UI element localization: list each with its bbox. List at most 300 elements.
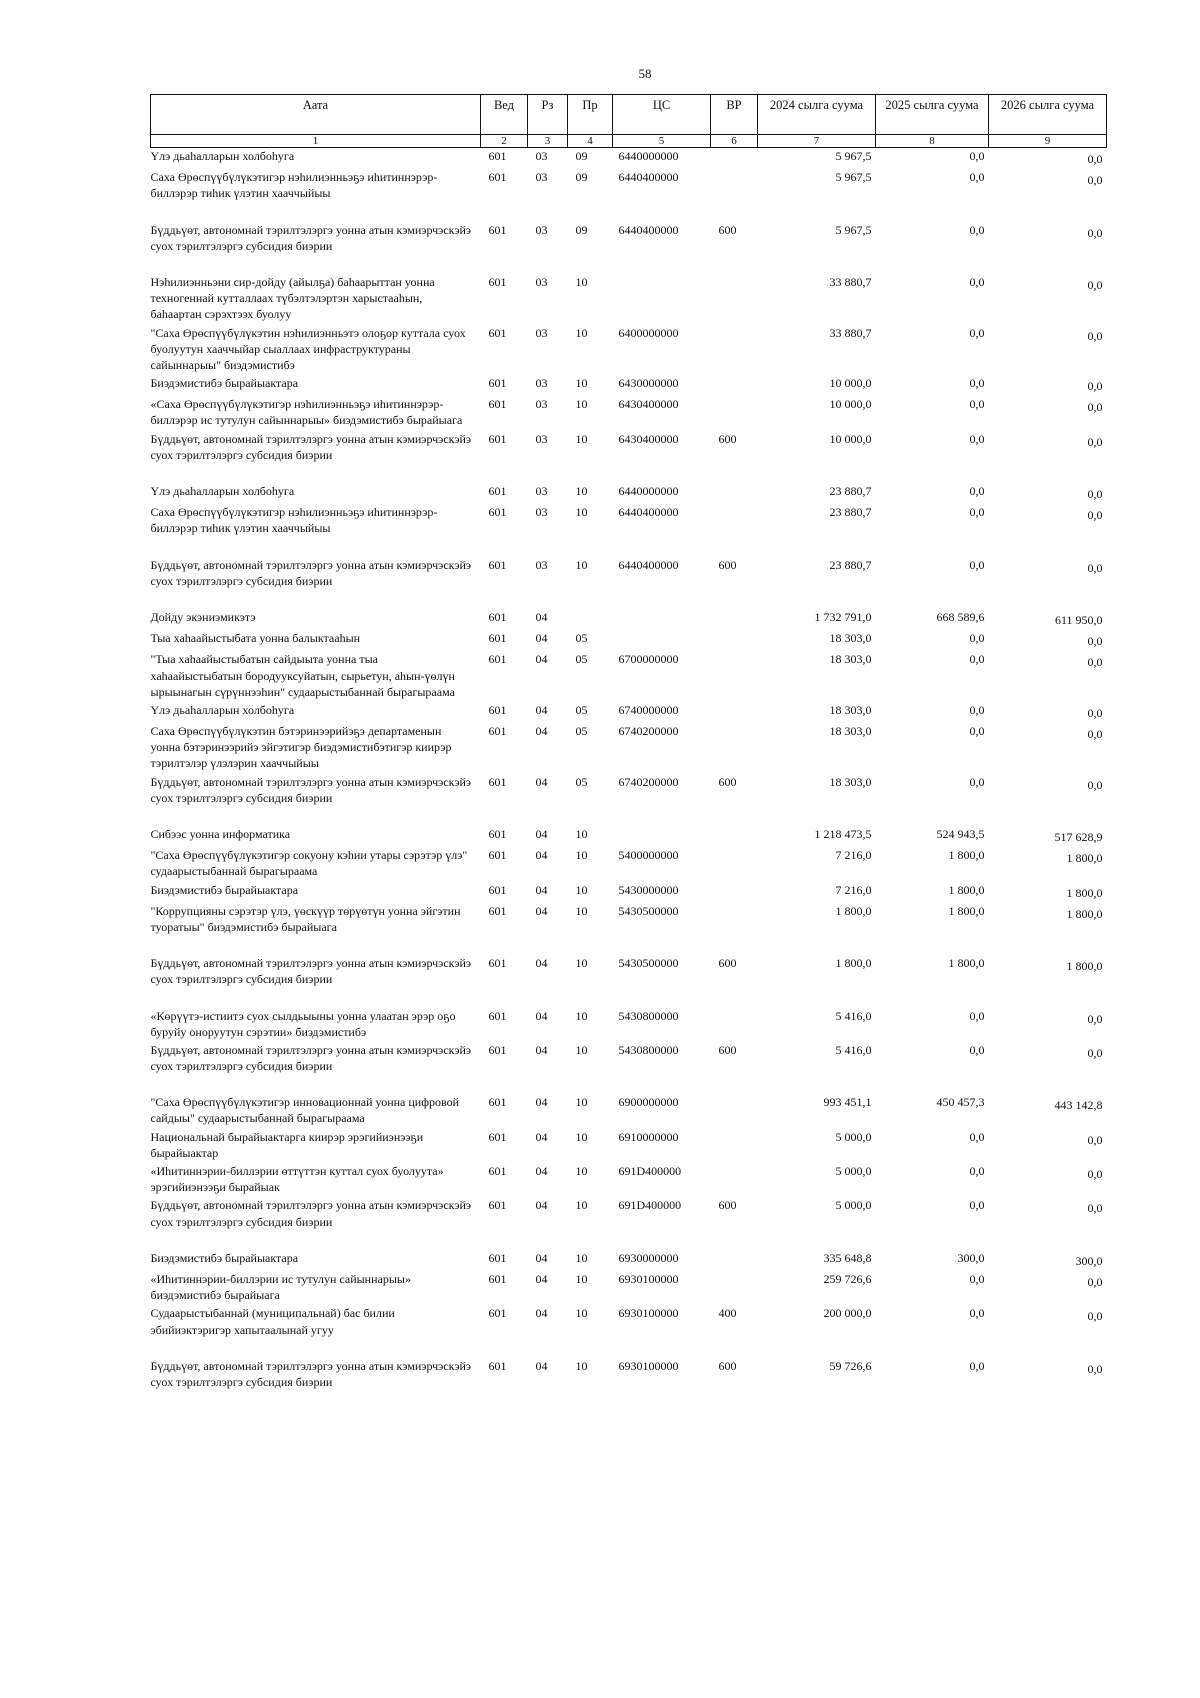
row-name: Үлэ дьаһалларын холбоһуга — [150, 484, 295, 498]
row-amount-2024: 59 726,6 — [829, 1358, 872, 1373]
row-rz: 03 — [535, 431, 548, 446]
row-pr: 05 — [575, 702, 588, 717]
row-vr — [711, 826, 758, 847]
row-ved: 601 — [488, 1164, 507, 1178]
row-ved: 601 — [488, 1095, 507, 1110]
row-amount-2026: 0,0 — [1087, 1309, 1103, 1324]
row-amount-2024: 5 967,5 — [835, 222, 872, 237]
row-ved: 601 — [488, 431, 507, 446]
table-row — [151, 1197, 1107, 1249]
row-amount-2025: 1 800,0 — [948, 848, 985, 863]
row-amount-2025: 0,0 — [969, 431, 985, 446]
row-amount-2024: 1 800,0 — [835, 956, 872, 971]
table-body — [151, 148, 1107, 1393]
row-cs: 6930100000 — [618, 1358, 679, 1373]
row-amount-2024: 993 451,1 — [823, 1095, 872, 1110]
row-ved: 601 — [488, 1198, 507, 1213]
row-amount-2024: 1 732 791,0 — [814, 609, 872, 624]
row-pr: 09 — [575, 222, 588, 237]
row-cs: 6700000000 — [618, 652, 679, 667]
row-amount-2026: 1 800,0 — [1066, 851, 1103, 866]
row-rz: 03 — [535, 505, 548, 520]
row-ved: 601 — [488, 848, 507, 863]
row-amount-2026: 1 800,0 — [1066, 885, 1103, 900]
row-vr: 600 — [718, 222, 737, 237]
row-ved: 601 — [488, 1042, 507, 1057]
row-amount-2024: 33 880,7 — [829, 274, 872, 289]
row-pr: 10 — [575, 274, 588, 289]
row-name: «Көрүүтэ-истиитэ суох сылдьыыны уонна улаатан эрэр оҕо буруйу оноруутун сэрэтии» биэдэмистибэ — [150, 1008, 456, 1039]
header-cs: ЦС — [613, 95, 711, 135]
row-vr — [711, 169, 758, 221]
row-amount-2025: 0,0 — [969, 376, 985, 391]
table-header-row — [151, 95, 1107, 135]
row-name: Национальнай бырайыактарга киирэр эрэгийиэнээҕи бырайыактар — [150, 1129, 424, 1160]
row-pr: 10 — [575, 956, 588, 971]
row-rz: 03 — [535, 484, 548, 498]
row-ved: 601 — [488, 274, 507, 289]
row-name: Саха Өрөспүүбүлүкэтигэр нэһилиэнньэҕэ иһитиннэрэр-биллэрэр тиһик үлэтин хааччыйыы — [150, 170, 438, 201]
row-amount-2026: 0,0 — [1087, 1011, 1103, 1026]
row-name: Тыа хаһаайыстыбата уонна балыктааһын — [150, 631, 361, 646]
row-rz: 04 — [535, 903, 548, 918]
row-amount-2026: 0,0 — [1087, 328, 1103, 343]
row-name: Биэдэмистибэ бырайыактара — [150, 376, 299, 391]
row-amount-2025: 0,0 — [969, 1198, 985, 1213]
row-ved: 601 — [488, 484, 507, 498]
row-amount-2024: 18 303,0 — [829, 702, 872, 717]
row-name: Үлэ дьаһалларын холбоһуга — [150, 702, 295, 717]
row-name: Саха Өрөспүүбүлүкэтигэр нэһилиэнньэҕэ иһитиннэрэр-биллэрэр тиһик үлэтин хааччыйыы — [150, 505, 438, 536]
row-cs: 5430800000 — [618, 1008, 679, 1023]
row-ved: 601 — [488, 325, 507, 340]
row-amount-2025: 0,0 — [969, 1129, 985, 1144]
row-rz: 04 — [535, 827, 548, 841]
table-row — [151, 1094, 1107, 1128]
row-rz: 04 — [535, 1129, 548, 1144]
row-rz: 04 — [535, 631, 548, 646]
row-cs: 691D400000 — [618, 1198, 682, 1213]
row-rz: 04 — [535, 702, 548, 717]
row-name: Бүддьүөт, автономнай тэрилтэлэргэ уонна атын кэмиэрчэскэйэ суох тэрилтэлэргэ субсидия биэрии — [150, 431, 472, 462]
row-ved: 601 — [488, 774, 507, 789]
row-amount-2026: 0,0 — [1087, 434, 1103, 449]
row-pr: 09 — [575, 170, 588, 185]
row-vr — [711, 1129, 758, 1163]
row-amount-2026: 0,0 — [1087, 634, 1103, 649]
table-row — [151, 169, 1107, 221]
row-ved: 601 — [488, 631, 507, 646]
row-vr — [711, 375, 758, 396]
row-ved: 601 — [488, 505, 507, 520]
row-vr — [711, 1163, 758, 1197]
row-cs: 5430500000 — [618, 903, 679, 918]
row-cs: 5430000000 — [618, 882, 679, 897]
row-cs: 6900000000 — [618, 1095, 679, 1110]
row-name: Судаарыстыбаннай (муниципальнай) бас билии эбийиэктэригэр хапытаалынай угуу — [150, 1306, 395, 1337]
row-amount-2025: 1 800,0 — [948, 956, 985, 971]
row-pr: 10 — [575, 882, 588, 897]
row-amount-2026: 517 628,9 — [1054, 830, 1103, 844]
row-amount-2026: 0,0 — [1087, 1361, 1103, 1376]
row-name: Бүддьүөт, автономнай тэрилтэлэргэ уонна атын кэмиэрчэскэйэ суох тэрилтэлэргэ субсидия биэрии — [150, 1358, 472, 1389]
table-row — [151, 325, 1107, 376]
row-amount-2026: 0,0 — [1087, 225, 1103, 240]
row-amount-2026: 0,0 — [1087, 560, 1103, 575]
row-cs: 6440000000 — [618, 149, 679, 163]
table-row — [151, 274, 1107, 325]
row-ved: 601 — [488, 882, 507, 897]
column-number-row — [151, 135, 1107, 148]
row-amount-2026: 0,0 — [1087, 1167, 1103, 1181]
row-vr — [711, 274, 758, 325]
row-cs: 691D400000 — [618, 1164, 682, 1178]
row-amount-2024: 7 216,0 — [835, 882, 872, 897]
row-vr — [711, 903, 758, 955]
row-cs: 6910000000 — [618, 1129, 679, 1144]
row-amount-2025: 0,0 — [969, 484, 985, 498]
row-name: Дойду экэниэмикэтэ — [150, 609, 256, 624]
row-vr — [711, 1008, 758, 1042]
row-ved: 601 — [488, 724, 507, 739]
row-rz: 04 — [535, 882, 548, 897]
row-name: Сибээс уонна информатика — [150, 827, 291, 841]
row-pr: 10 — [575, 397, 588, 412]
table-row — [151, 396, 1107, 430]
table-row — [151, 774, 1107, 826]
row-ved: 601 — [488, 397, 507, 412]
row-cs: 6440400000 — [618, 222, 679, 237]
row-amount-2024: 23 880,7 — [829, 557, 872, 572]
row-amount-2025: 0,0 — [969, 1042, 985, 1057]
row-amount-2025: 0,0 — [969, 170, 985, 185]
row-rz: 04 — [535, 1008, 548, 1023]
table-row — [151, 1163, 1107, 1197]
row-amount-2026: 443 142,8 — [1054, 1098, 1103, 1113]
row-pr: 10 — [575, 1164, 588, 1178]
row-amount-2026: 611 950,0 — [1054, 612, 1103, 627]
column-number: 6 — [711, 135, 758, 148]
row-amount-2024: 259 726,6 — [823, 1271, 872, 1286]
row-vr — [711, 396, 758, 430]
row-amount-2026: 0,0 — [1087, 487, 1103, 501]
row-pr: 10 — [575, 557, 588, 572]
header-rz: Рз — [528, 95, 568, 135]
table-row — [151, 222, 1107, 274]
row-amount-2024: 10 000,0 — [829, 431, 872, 446]
row-name: "Саха Өрөспүүбүлүкэтин нэһилиэнньэтэ олоҕор куттала суох буолуутун хааччыйар сыаллаах инфраструктураны сайыннарыы" биэдэмистибэ — [150, 325, 466, 372]
header-year-2024: 2024 сылга суума — [758, 95, 876, 135]
row-amount-2024: 5 000,0 — [835, 1129, 872, 1144]
row-amount-2026: 0,0 — [1087, 727, 1103, 742]
row-ved: 601 — [488, 1008, 507, 1023]
row-amount-2024: 10 000,0 — [829, 397, 872, 412]
row-rz: 04 — [535, 1250, 548, 1265]
row-amount-2025: 0,0 — [969, 1164, 985, 1178]
row-vr — [711, 630, 758, 651]
row-amount-2024: 10 000,0 — [829, 376, 872, 391]
row-ved: 601 — [488, 222, 507, 237]
row-cs: 6440400000 — [618, 505, 679, 520]
row-vr — [711, 723, 758, 774]
table-row — [151, 1008, 1107, 1042]
row-amount-2024: 5 967,5 — [835, 170, 872, 185]
row-pr: 10 — [575, 325, 588, 340]
column-number: 4 — [568, 135, 613, 148]
row-vr: 600 — [718, 557, 737, 572]
table-row — [151, 148, 1107, 170]
row-amount-2024: 335 648,8 — [823, 1250, 872, 1265]
table-row — [151, 1271, 1107, 1305]
header-pr: Пр — [568, 95, 613, 135]
row-amount-2025: 0,0 — [969, 222, 985, 237]
row-amount-2024: 200 000,0 — [823, 1306, 872, 1321]
row-amount-2025: 0,0 — [969, 274, 985, 289]
row-cs: 6440400000 — [618, 557, 679, 572]
row-amount-2024: 18 303,0 — [829, 631, 872, 646]
table-row — [151, 630, 1107, 651]
row-name: Бүддьүөт, автономнай тэрилтэлэргэ уонна атын кэмиэрчэскэйэ суох тэрилтэлэргэ субсидия биэрии — [150, 557, 472, 588]
row-name: «Саха Өрөспүүбүлүкэтигэр нэһилиэнньэҕэ иһитиннэрэр-биллэрэр ис тутулун сайыннарыы» биэдэмистибэ бырайыага — [150, 397, 463, 428]
column-number: 1 — [151, 135, 481, 148]
row-amount-2026: 0,0 — [1087, 152, 1103, 166]
row-amount-2026: 0,0 — [1087, 655, 1103, 670]
row-rz: 03 — [535, 376, 548, 391]
row-name: Бүддьүөт, автономнай тэрилтэлэргэ уонна атын кэмиэрчэскэйэ суох тэрилтэлэргэ субсидия биэрии — [150, 1198, 472, 1229]
row-vr: 600 — [718, 431, 737, 446]
row-rz: 03 — [535, 149, 548, 163]
budget-table — [150, 94, 1107, 1392]
row-ved: 601 — [488, 557, 507, 572]
row-ved: 601 — [488, 1306, 507, 1321]
row-cs: 6430400000 — [618, 397, 679, 412]
row-amount-2025: 524 943,5 — [936, 827, 985, 841]
table-row — [151, 609, 1107, 630]
column-number: 5 — [613, 135, 711, 148]
row-rz: 03 — [535, 557, 548, 572]
row-pr: 10 — [575, 903, 588, 918]
row-vr — [711, 847, 758, 881]
row-cs: 6400000000 — [618, 325, 679, 340]
row-amount-2026: 0,0 — [1087, 777, 1103, 792]
row-rz: 04 — [535, 1042, 548, 1057]
table-row — [151, 1250, 1107, 1271]
row-amount-2024: 18 303,0 — [829, 652, 872, 667]
row-amount-2025: 0,0 — [969, 774, 985, 789]
row-name: «Иһитиннэрии-биллэрии өттүттэн куттал суох буолуута» эрэгийиэнээҕи бырайыак — [150, 1164, 444, 1195]
table-row — [151, 702, 1107, 723]
row-name: "Коррупцияны сэрэтэр үлэ, үөскүүр төрүөтүн уонна эйгэтин туоратыы" биэдэмистибэ бырайыага — [150, 903, 461, 934]
table-row — [151, 483, 1107, 504]
row-pr: 05 — [575, 631, 588, 646]
row-pr: 10 — [575, 1306, 588, 1321]
row-amount-2025: 0,0 — [969, 505, 985, 520]
header-name: Аата — [151, 95, 481, 135]
row-amount-2026: 0,0 — [1087, 277, 1103, 292]
row-rz: 03 — [535, 170, 548, 185]
table-row — [151, 1042, 1107, 1094]
row-amount-2024: 5 967,5 — [835, 149, 872, 163]
row-amount-2025: 0,0 — [969, 325, 985, 340]
row-amount-2024: 1 800,0 — [835, 903, 872, 918]
column-number: 2 — [481, 135, 528, 148]
row-pr: 09 — [575, 149, 588, 163]
row-ved: 601 — [488, 652, 507, 667]
table-row — [151, 723, 1107, 774]
row-cs: 6740200000 — [618, 724, 679, 739]
row-pr: 10 — [575, 848, 588, 863]
row-amount-2025: 300,0 — [957, 1250, 985, 1265]
row-pr: 10 — [575, 376, 588, 391]
row-pr: 05 — [575, 774, 588, 789]
row-amount-2024: 23 880,7 — [829, 484, 872, 498]
row-vr — [711, 1250, 758, 1271]
column-number: 9 — [989, 135, 1107, 148]
row-ved: 601 — [488, 702, 507, 717]
row-cs: 6930100000 — [618, 1306, 679, 1321]
row-amount-2025: 450 457,3 — [936, 1095, 985, 1110]
row-ved: 601 — [488, 149, 507, 163]
row-rz: 03 — [535, 397, 548, 412]
row-cs: 5430800000 — [618, 1042, 679, 1057]
row-cs — [613, 826, 711, 847]
row-amount-2024: 5 416,0 — [835, 1008, 872, 1023]
header-year-2026: 2026 сылга суума — [989, 95, 1107, 135]
row-ved: 601 — [488, 170, 507, 185]
row-pr: 10 — [575, 827, 588, 841]
header-year-2025: 2025 сылга суума — [876, 95, 989, 135]
row-amount-2025: 0,0 — [969, 1306, 985, 1321]
table-row — [151, 431, 1107, 483]
row-name: Биэдэмистибэ бырайыактара — [150, 1250, 299, 1265]
row-amount-2025: 1 800,0 — [948, 882, 985, 897]
row-amount-2026: 0,0 — [1087, 508, 1103, 523]
row-amount-2025: 0,0 — [969, 557, 985, 572]
row-vr — [711, 325, 758, 376]
row-name: Бүддьүөт, автономнай тэрилтэлэргэ уонна атын кэмиэрчэскэйэ суох тэрилтэлэргэ субсидия биэрии — [150, 222, 472, 253]
page-number: 58 — [638, 66, 652, 81]
row-ved: 601 — [488, 1129, 507, 1144]
row-cs — [613, 630, 711, 651]
row-amount-2026: 0,0 — [1087, 1045, 1103, 1060]
row-rz: 03 — [535, 325, 548, 340]
row-amount-2025: 668 589,6 — [936, 609, 985, 624]
row-amount-2024: 18 303,0 — [829, 774, 872, 789]
row-cs — [613, 274, 711, 325]
row-ved: 601 — [488, 376, 507, 391]
row-cs: 6930000000 — [618, 1250, 679, 1265]
row-amount-2025: 0,0 — [969, 631, 985, 646]
row-vr — [711, 702, 758, 723]
row-amount-2026: 0,0 — [1087, 400, 1103, 415]
row-name: "Саха Өрөспүүбүлүкэтигэр сокуону кэһии утары сэрэтэр үлэ" судаарыстыбаннай бырагыраама — [150, 848, 468, 879]
row-pr: 05 — [575, 652, 588, 667]
row-name: "Тыа хаһаайыстыбатын сайдыыта уонна тыа хаһаайыстыбатын бородууксуйатын, сырьетун, аһын-үөлүн ырыынагын сүрүннээһин" судаарыстыбаннай бырагыраама — [150, 652, 455, 699]
header-vr: ВР — [711, 95, 758, 135]
table-row — [151, 882, 1107, 903]
row-amount-2025: 0,0 — [969, 1358, 985, 1373]
row-pr: 05 — [575, 724, 588, 739]
row-rz: 04 — [535, 609, 548, 624]
table-row — [151, 375, 1107, 396]
row-name: Нэһилиэнньэни сир-дойду (айылҕа) баһаарыттан уонна техногеннай кутталлаах түбэлтэлэртэн харыстааһын, баһаартан сэрэхтээх буолуу — [150, 274, 435, 322]
row-amount-2026: 1 800,0 — [1066, 959, 1103, 974]
row-vr: 400 — [718, 1306, 737, 1321]
row-amount-2024: 7 216,0 — [835, 848, 872, 863]
row-vr — [711, 1271, 758, 1305]
row-rz: 03 — [535, 274, 548, 289]
row-pr: 10 — [575, 431, 588, 446]
row-ved: 601 — [488, 1358, 507, 1373]
row-pr: 10 — [575, 1358, 588, 1373]
row-amount-2025: 1 800,0 — [948, 903, 985, 918]
row-ved: 601 — [488, 1250, 507, 1265]
row-amount-2024: 33 880,7 — [829, 325, 872, 340]
row-amount-2026: 0,0 — [1087, 379, 1103, 394]
row-cs: 6430000000 — [618, 376, 679, 391]
table-row — [151, 504, 1107, 556]
row-vr: 600 — [718, 1042, 737, 1057]
row-cs: 6440400000 — [618, 170, 679, 185]
row-amount-2026: 300,0 — [1075, 1253, 1103, 1268]
row-amount-2025: 0,0 — [969, 702, 985, 717]
row-amount-2024: 23 880,7 — [829, 505, 872, 520]
row-rz: 04 — [535, 848, 548, 863]
row-vr — [711, 148, 758, 170]
row-amount-2024: 1 218 473,5 — [814, 827, 872, 841]
column-number: 7 — [758, 135, 876, 148]
row-name: Бүддьүөт, автономнай тэрилтэлэргэ уонна атын кэмиэрчэскэйэ суох тэрилтэлэргэ субсидия биэрии — [150, 774, 472, 805]
row-amount-2026: 1 800,0 — [1066, 906, 1103, 921]
row-pr: 10 — [575, 1250, 588, 1265]
row-vr — [711, 504, 758, 556]
row-cs: 5430500000 — [618, 956, 679, 971]
row-amount-2025: 0,0 — [969, 1271, 985, 1286]
row-rz: 04 — [535, 1358, 548, 1373]
row-name: «Иһитиннэрии-биллэрии ис тутулун сайыннарыы» биэдэмистибэ бырайыага — [150, 1271, 411, 1303]
row-cs: 6740200000 — [618, 774, 679, 789]
row-pr: 10 — [575, 505, 588, 520]
table-row — [151, 955, 1107, 1007]
table-row — [151, 847, 1107, 881]
row-amount-2026: 0,0 — [1087, 1201, 1103, 1216]
table-row — [151, 903, 1107, 955]
row-name: Бүддьүөт, автономнай тэрилтэлэргэ уонна атын кэмиэрчэскэйэ суох тэрилтэлэргэ субсидия биэрии — [150, 956, 472, 987]
row-vr: 600 — [718, 1198, 737, 1213]
row-vr: 600 — [718, 1358, 737, 1373]
row-vr — [711, 882, 758, 903]
row-amount-2024: 18 303,0 — [829, 724, 872, 739]
row-ved: 601 — [488, 903, 507, 918]
row-vr: 600 — [718, 774, 737, 789]
column-number: 3 — [528, 135, 568, 148]
row-amount-2024: 5 000,0 — [835, 1198, 872, 1213]
row-cs — [613, 609, 711, 630]
row-cs: 5400000000 — [618, 848, 679, 863]
row-amount-2024: 5 000,0 — [835, 1164, 872, 1178]
row-ved: 601 — [488, 827, 507, 841]
row-rz: 04 — [535, 1164, 548, 1178]
row-cs: 6930100000 — [618, 1271, 679, 1286]
row-cs: 6740000000 — [618, 702, 679, 717]
row-amount-2025: 0,0 — [969, 652, 985, 667]
row-rz: 04 — [535, 1271, 548, 1286]
row-amount-2026: 0,0 — [1087, 705, 1103, 720]
row-rz: 04 — [535, 774, 548, 789]
row-ved: 601 — [488, 956, 507, 971]
table-row — [151, 557, 1107, 609]
row-ved: 601 — [488, 1271, 507, 1286]
